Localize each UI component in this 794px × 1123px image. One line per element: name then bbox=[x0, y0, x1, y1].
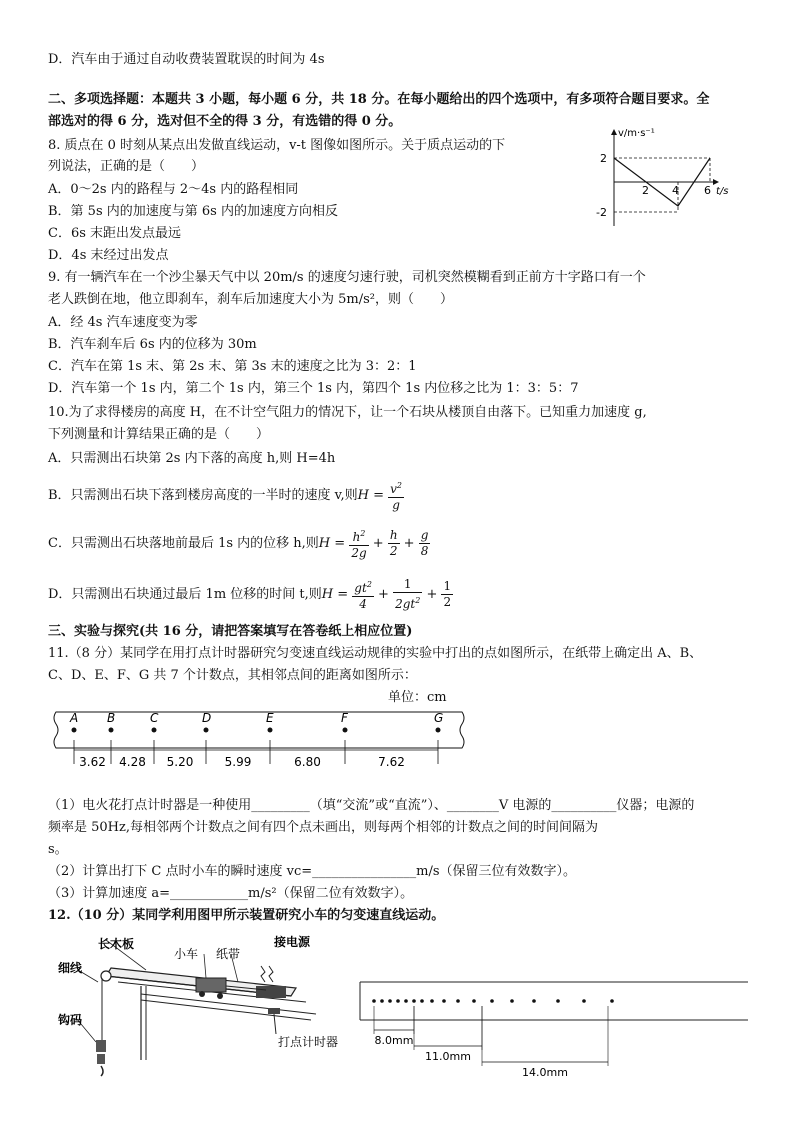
q9-option-a: A．经 4s 汽车速度变为零 bbox=[48, 315, 198, 330]
tape-distance-label: 4.28 bbox=[119, 755, 146, 769]
q8-stem-line1: 8. 质点在 0 时刻从某点出发做直线运动，v-t 图像如图所示。关于质点运动的下 bbox=[48, 138, 506, 153]
q12-tape-dot bbox=[510, 999, 514, 1003]
q12-distance-label: 11.0mm bbox=[425, 1050, 471, 1063]
label-weight: 钩码 bbox=[58, 1013, 83, 1027]
tape-point-label-A: A bbox=[70, 711, 79, 725]
q12-stem: 12.（10 分）某同学利用图甲所示装置研究小车的匀变速直线运动。 bbox=[48, 908, 445, 923]
label-tape: 纸带 bbox=[216, 947, 241, 961]
vt-x-tick-6: 6 bbox=[704, 184, 711, 197]
section2-title-line2: 部选对的得 6 分，选对但不全的得 3 分，有选错的得 0 分。 bbox=[48, 114, 402, 129]
q12-tape-dot bbox=[442, 999, 446, 1003]
q12-tape-dot bbox=[404, 999, 408, 1003]
q8-option-c: C．6s 末距出发点最远 bbox=[48, 226, 182, 241]
formula-d-term1: $\frac{gt^2}{4}$ bbox=[352, 577, 374, 612]
q10-stem-line1: 10.为了求得楼房的高度 H，在不计空气阻力的情况下，让一个石块从楼顶自由落下。已知重力加速度 g, bbox=[48, 405, 647, 420]
tape-point-label-D: D bbox=[202, 711, 212, 725]
vt-graph bbox=[588, 124, 738, 228]
tape-point-label-B: B bbox=[107, 711, 116, 725]
q10-option-b-row: B．只需测出石块下落到楼房高度的一半时的速度 v,则H = $\frac{v^2}{g}$ bbox=[48, 478, 404, 513]
q11-tape-diagram bbox=[50, 706, 470, 772]
tape-point-F bbox=[343, 728, 348, 733]
q12-tape-dot bbox=[388, 999, 392, 1003]
label-timer: 打点计时器 bbox=[278, 1035, 339, 1049]
vt-x-tick-4: 4 bbox=[672, 184, 679, 197]
formula-b-fraction: $\frac{v^2}{g}$ bbox=[388, 478, 404, 513]
tape-point-A bbox=[72, 728, 77, 733]
tape-point-label-G: G bbox=[434, 711, 444, 725]
tape-point-D bbox=[204, 728, 209, 733]
tape-distance-label: 6.80 bbox=[294, 755, 321, 769]
q10-option-a: A．只需测出石块第 2s 内下落的高度 h,则 H=4h bbox=[48, 451, 336, 466]
q12-tape-dot bbox=[582, 999, 586, 1003]
label-board: 长木板 bbox=[98, 937, 135, 951]
vt-y-tick-bottom: -2 bbox=[596, 206, 607, 219]
vt-y-label: v/m·s⁻¹ bbox=[618, 128, 655, 139]
vt-y-tick-top: 2 bbox=[600, 152, 607, 165]
q11-part1-line3: s。 bbox=[48, 842, 68, 857]
label-power: 接电源 bbox=[274, 935, 311, 949]
q12-distance-label: 14.0mm bbox=[522, 1066, 568, 1079]
tape-point-label-F: F bbox=[341, 711, 348, 725]
formula-c-lhs: H bbox=[318, 536, 331, 551]
q11-stem-line1: 11.（8 分）某同学在用打点计时器研究匀变速直线运动规律的实验中打出的点如图所示，在纸带上确定出 A、B、 bbox=[48, 646, 703, 661]
q10-option-c-row: C．只需测出石块落地前最后 1s 内的位移 h,则H = $\frac{h^2}{2g}$ + $\frac{h}{2}$ + $\frac{g}{8}$ bbox=[48, 528, 429, 560]
q10-stem-line2: 下列测量和计算结果正确的是（ ） bbox=[48, 427, 270, 442]
vt-x-tick-2: 2 bbox=[642, 184, 649, 197]
q10-option-b: B．只需测出石块下落到楼房高度的一半时的速度 v,则 bbox=[48, 488, 358, 503]
tape-distance-label: 5.20 bbox=[166, 755, 194, 769]
q11-stem-line2: C、D、E、F、G 共 7 个计数点，其相邻点间的距离如图所示： bbox=[48, 668, 417, 683]
q12-tape-dot bbox=[420, 999, 424, 1003]
q10-option-d: D．只需测出石块通过最后 1m 位移的时间 t,则 bbox=[48, 587, 322, 602]
formula-b-lhs: H bbox=[357, 488, 369, 503]
tape-point-E bbox=[268, 728, 273, 733]
section3-title: 三、实验与探究(共 16 分，请把答案填写在答卷纸上相应位置) bbox=[48, 624, 413, 639]
q8-option-d: D．4s 末经过出发点 bbox=[48, 248, 169, 263]
q12-tape-dot bbox=[412, 999, 416, 1003]
q10-option-d-row: D．只需测出石块通过最后 1m 位移的时间 t,则H = $\frac{gt^2}{4}$ + $\frac{1}{2gt^2}$ + $\frac{1}{2}$ bbox=[48, 577, 452, 611]
q12-tape-dot bbox=[372, 999, 376, 1003]
q12-tape-dot bbox=[532, 999, 536, 1003]
formula-c-term1: $\frac{h^2}{2g}$ bbox=[349, 526, 368, 561]
tape-point-B bbox=[109, 728, 114, 733]
formula-d-lhs: H bbox=[321, 587, 334, 602]
q8-option-a: A．0～2s 内的路程与 2～4s 内的路程相同 bbox=[48, 182, 299, 197]
q12-tape-dot bbox=[610, 999, 614, 1003]
label-string: 细线 bbox=[58, 961, 83, 975]
vt-x-label: t/s bbox=[716, 186, 729, 197]
q10-option-c: C．只需测出石块落地前最后 1s 内的位移 h,则 bbox=[48, 536, 319, 551]
q9-stem-line1: 9. 有一辆汽车在一个沙尘暴天气中以 20m/s 的速度匀速行驶，司机突然模糊看到正前方十字路口有一个 bbox=[48, 270, 646, 285]
tape-point-C bbox=[152, 728, 157, 733]
tape-point-G bbox=[436, 728, 441, 733]
q12-tape-dot bbox=[430, 999, 434, 1003]
q12-tape-dot bbox=[556, 999, 560, 1003]
q7-option-d: D．汽车由于通过自动收费装置耽误的时间为 4s bbox=[48, 52, 325, 67]
formula-c-term3: $\frac{g}{8}$ bbox=[420, 528, 429, 558]
q12-tape-dot bbox=[396, 999, 400, 1003]
q12-tape-dot bbox=[490, 999, 494, 1003]
q12-tape-dot bbox=[456, 999, 460, 1003]
q12-tape-dot bbox=[472, 999, 476, 1003]
q11-part1-line2: 频率是 50Hz,每相邻两个计数点之间有四个点未画出，则每两个相邻的计数点之间的时间间隔为 bbox=[48, 820, 598, 835]
q12-tape-dot bbox=[380, 999, 384, 1003]
q9-option-d: D．汽车第一个 1s 内，第二个 1s 内，第三个 1s 内，第四个 1s 内位移之比为 1：3：5：7 bbox=[48, 381, 579, 396]
tape-point-label-E: E bbox=[266, 711, 274, 725]
formula-d-term3: $\frac{1}{2}$ bbox=[443, 579, 452, 609]
formula-d-term2: $\frac{1}{2gt^2}$ bbox=[395, 577, 421, 611]
q12-apparatus-diagram bbox=[56, 930, 356, 1090]
q12-tape-diagram bbox=[356, 972, 756, 1082]
q12-distance-label: 8.0mm bbox=[374, 1034, 414, 1047]
q9-stem-line2: 老人跌倒在地，他立即刹车，刹车后加速度大小为 5m/s²，则（ ） bbox=[48, 292, 453, 307]
label-cart: 小车 bbox=[174, 947, 199, 961]
formula-c-term2: $\frac{h}{2}$ bbox=[389, 528, 398, 558]
tape-distance-label: 3.62 bbox=[79, 755, 106, 769]
tape-point-label-C: C bbox=[150, 711, 159, 725]
q11-part1-line1: （1）电火花打点计时器是一种使用_________（填“交流”或“直流”）、________V 电源的__________仪器；电源的 bbox=[48, 798, 695, 813]
q11-part2: （2）计算出打下 C 点时小车的瞬时速度 vc=________________m/s（保留三位有效数字）。 bbox=[48, 864, 577, 879]
tape-distance-label: 5.99 bbox=[224, 755, 252, 769]
q9-option-b: B．汽车刹车后 6s 内的位移为 30m bbox=[48, 337, 257, 352]
q8-option-b: B．第 5s 内的加速度与第 6s 内的加速度方向相反 bbox=[48, 204, 338, 219]
tape-distance-label: 7.62 bbox=[378, 755, 405, 769]
q8-stem-line2: 列说法，正确的是（ ） bbox=[48, 159, 205, 174]
q11-part3: （3）计算加速度 a=____________m/s²（保留二位有效数字）。 bbox=[48, 886, 414, 901]
q11-unit: 单位：cm bbox=[388, 690, 447, 705]
q9-option-c: C．汽车在第 1s 末、第 2s 末、第 3s 末的速度之比为 3：2：1 bbox=[48, 359, 417, 374]
section2-title-line1: 二、多项选择题：本题共 3 小题，每小题 6 分，共 18 分。在每小题给出的四个选项中，有多项符合题目要求。全 bbox=[48, 92, 710, 107]
